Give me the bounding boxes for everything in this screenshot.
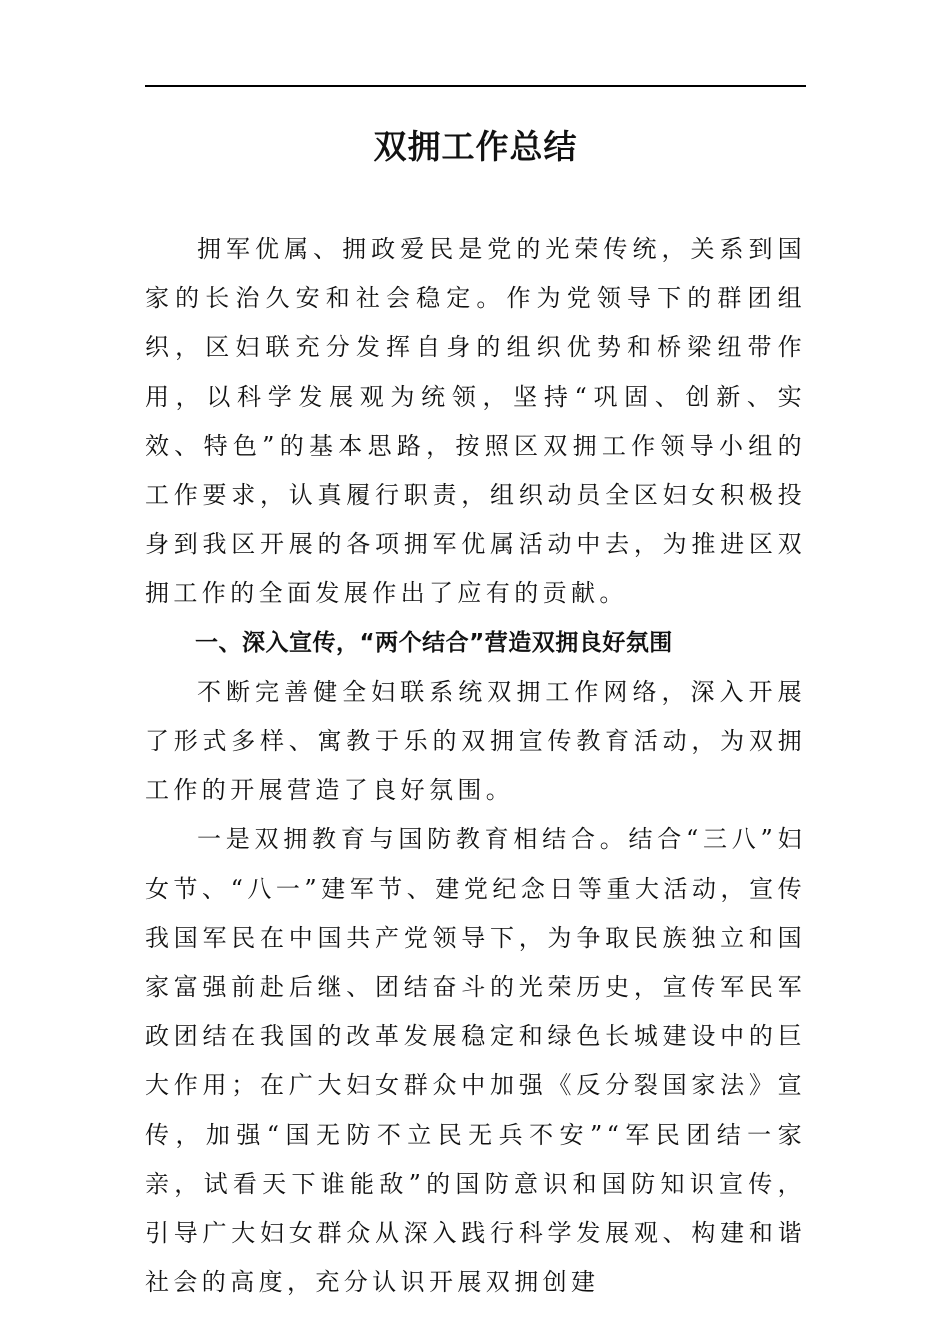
document-body xyxy=(145,225,806,1307)
intro-paragraph: 拥军优属、拥政爱民是党的光荣传统，关系到国家的长治久安和社会稳定。作为党领导下的群团组织，区妇联充分发挥自身的组织优势和桥梁纽带作用，以科学发展观为统领，坚持“巩固、创新、实效、特色”的基本思路，按照区双拥工作领导小组的工作要求，认真履行职责，组织动员全区妇女积极投身到我区开展的各项拥军优属活动中去，为推进区双拥工作的全面发展作出了应有的贡献。 xyxy=(145,235,806,608)
section-paragraph: 不断完善健全妇联系统双拥工作网络，深入开展了形式多样、寓教于乐的双拥宣传教育活动，为双拥工作的开展营造了良好氛围。 xyxy=(145,677,806,805)
header-rule xyxy=(145,85,806,87)
section-heading: 一、深入宣传，“两个结合”营造双拥良好氛围 xyxy=(195,629,673,656)
document-title: 双拥工作总结 xyxy=(373,127,578,166)
section-paragraph-continued: 一是双拥教育与国防教育相结合。结合“三八”妇女节、“八一”建军节、建党纪念日等重大活动，宣传我国军民在中国共产党领导下，为争取民族独立和国家富强前赴后继、团结奋斗的光荣历史，宣传军民军政团结在我国的改革发展稳定和绿色长城建设中的巨大作用；在广大妇女群众中加强《反分裂国家法》宣传，加强“国无防不立民无兵不安”“军民团结一家亲，试看天下谁能敌”的国防意识和国防知识宣传，引导广大妇女群众从深入践行科学发展观、构建和谐社会的高度，充分认识开展双拥创建 xyxy=(145,825,806,1297)
